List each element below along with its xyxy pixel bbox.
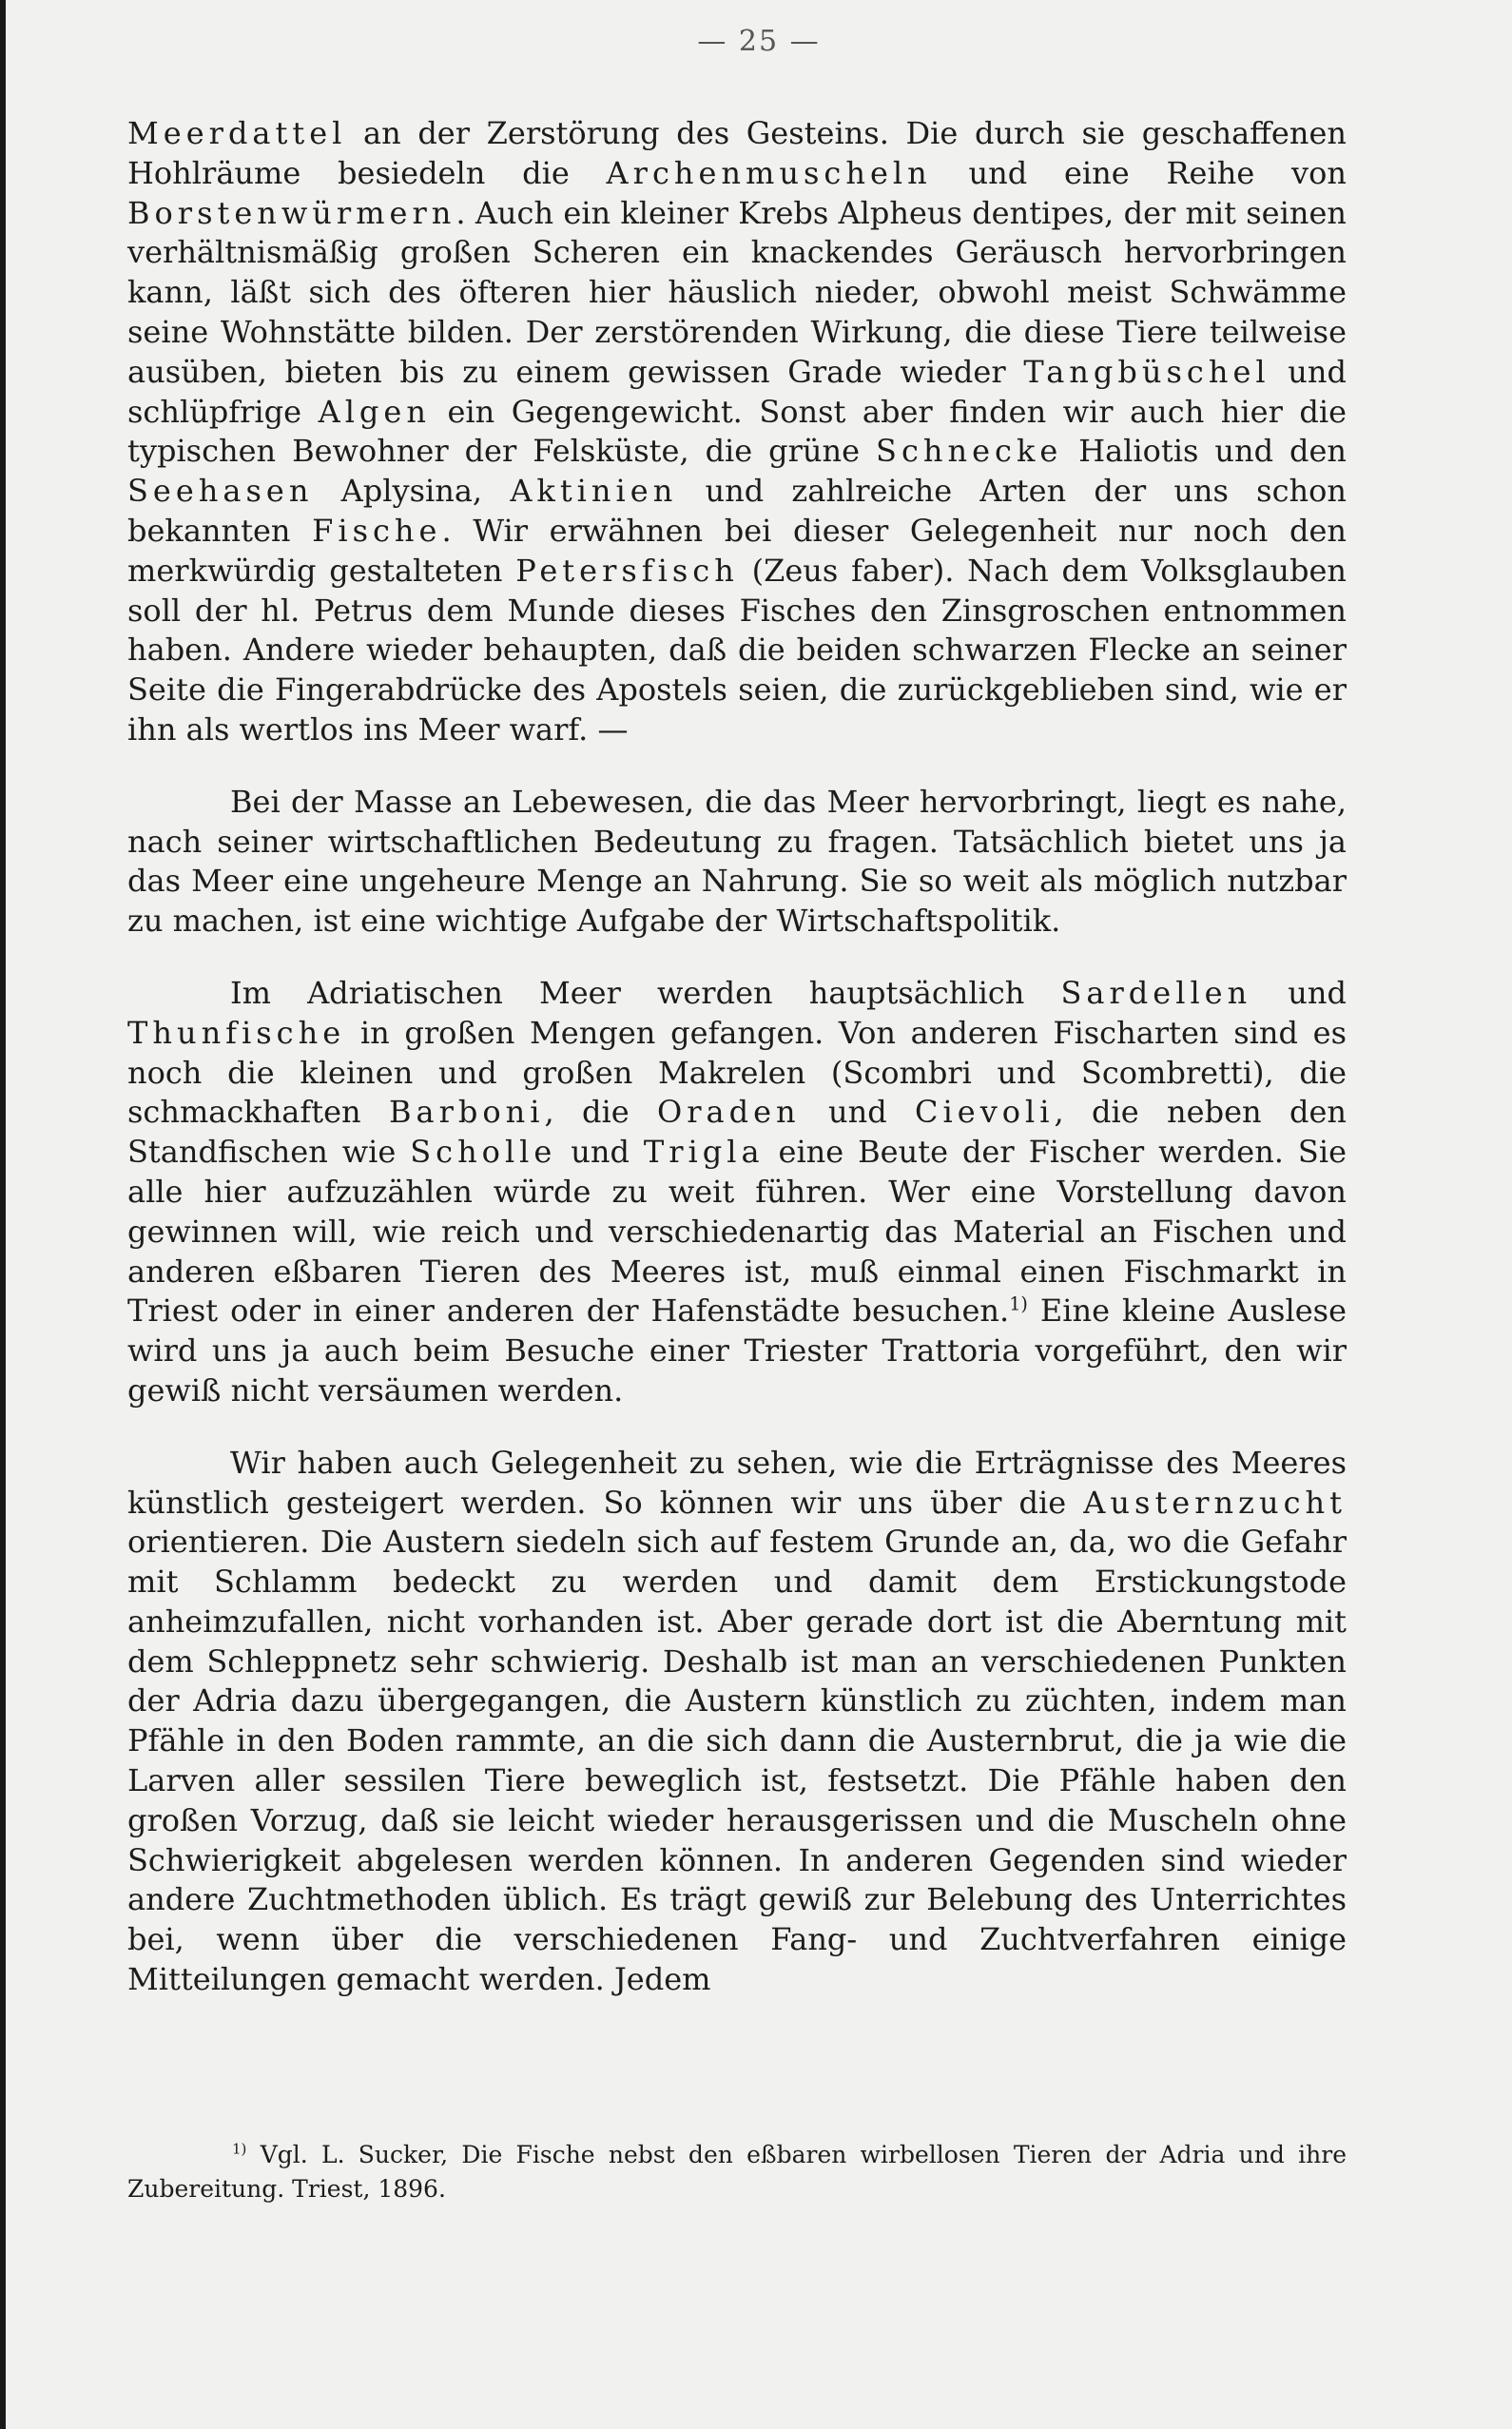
footnote-marker: 1) — [232, 2140, 247, 2158]
emphasized-term: Tangbüschel — [1023, 353, 1270, 390]
emphasized-term: Austernzucht — [1083, 1484, 1347, 1521]
text-run: ein Gegengewicht. Sonst aber finden wir auch hier die typischen Bewohner der Felsküste, die grüne — [127, 393, 1347, 470]
emphasized-term: Sardellen — [1060, 974, 1252, 1011]
text-run: . Wir erwähnen bei dieser Gelegenheit nur noch den merkwürdig gestalteten — [127, 512, 1347, 589]
text-run: Wir haben auch Gelegenheit zu sehen, wie die Erträgnisse des Meeres künstlich gesteigert werden. So können wir uns über die — [127, 1444, 1347, 1521]
book-page — [6, 0, 1512, 2429]
text-run: und schlüpfrige — [127, 353, 1347, 430]
text-run: , die — [544, 1094, 657, 1131]
text-run: , die neben den Standfischen wie — [127, 1094, 1347, 1171]
page-number: — 25 — — [697, 25, 821, 58]
paragraph — [127, 974, 1347, 1411]
paragraph — [127, 1444, 1347, 2000]
emphasized-term: Archenmuscheln — [606, 154, 932, 191]
text-run: . Auch ein kleiner Krebs Alpheus dentipes, der mit seinen verhältnismäßig großen Scheren ein knackendes Geräusch hervorbringen kann, läßt sich des öfteren hier häuslich nieder, obwohl meist Schwämme seine Wohnstätte bilden. Der zerstörenden Wirkung, die diese Tiere teilweise ausüben, bieten bis zu einem gewissen Grade wieder — [127, 194, 1347, 390]
text-run: (Zeus faber). Nach dem Volksglauben soll der hl. Petrus dem Munde dieses Fisches den Zinsgroschen entnommen haben. Andere wieder behaupten, daß die beiden schwarzen Flecke an seiner Seite die Fingerabdrücke des Apostels seien, die zurückgeblieben sind, wie er ihn als wertlos ins Meer warf. — — [127, 552, 1347, 748]
footnote-text: Vgl. L. Sucker, Die Fische nebst den eßbaren wirbellosen Tieren der Adria und ihre Zubereitung. Triest, 1896. — [127, 2141, 1347, 2203]
paragraph — [127, 114, 1347, 750]
text-run: Im Adriatischen Meer werden hauptsächlich — [230, 974, 1061, 1011]
emphasized-term: Algen — [318, 393, 431, 430]
emphasized-term: Oraden — [657, 1094, 801, 1131]
emphasized-term: Cievoli — [915, 1094, 1055, 1131]
emphasized-term: Petersfisch — [515, 552, 739, 589]
text-run: und zahlreiche Arten der uns schon bekannten — [127, 473, 1347, 549]
emphasized-term: Borstenwürmern — [127, 194, 456, 231]
footnote — [127, 2138, 1347, 2206]
text-run: und — [1251, 974, 1347, 1011]
text-run: in großen Mengen gefangen. Von anderen Fischarten sind es noch die kleinen und großen Makrelen (Scombri und Scombretti), die schmackhaften — [127, 1014, 1347, 1131]
emphasized-term: Seehasen — [127, 473, 314, 510]
text-run: und — [800, 1094, 916, 1131]
text-run: Eine kleine Auslese wird uns ja auch beim Besuche einer Triester Trattoria vorgeführt, den wir gewiß nicht versäumen werden. — [127, 1292, 1347, 1409]
paragraph — [127, 783, 1347, 942]
emphasized-term: Schnecke — [876, 433, 1063, 470]
text-run: Aplysina, — [313, 473, 511, 510]
text-run: an der Zerstörung des Gesteins. Die durch sie geschaffenen Hohlräume besiedeln die — [127, 115, 1347, 191]
text-run: Haliotis und den — [1062, 433, 1347, 470]
text-run: Bei der Masse an Lebewesen, die das Meer hervorbringt, liegt es nahe, nach seiner wirtschaftlichen Bedeutung zu fragen. Tatsächlich bietet uns ja das Meer eine ungeheure Menge an Nahrung. Sie so weit als möglich nutzbar zu machen, ist eine wichtige Aufgabe der Wirtschaftspolitik. — [127, 783, 1347, 940]
text-run: und eine Reihe von — [931, 154, 1347, 191]
emphasized-term: Meerdattel — [127, 115, 347, 151]
text-run: orientieren. Die Austern siedeln sich auf festem Grunde an, da, wo die Gefahr mit Schlamm bedeckt zu werden und damit dem Erstickungstode anheimzufallen, nicht vorhanden ist. Aber gerade dort ist die Aberntung mit dem Schleppnetz sehr schwierig. Deshalb ist man an verschiedenen Punkten der Adria dazu übergegangen, die Austern künstlich zu züchten, indem man Pfähle in den Boden rammte, an die sich dann die Austernbrut, die ja wie die Larven aller sessilen Tiere beweglich ist, festsetzt. Die Pfähle haben den großen Vorzug, daß sie leicht wieder herausgerissen und die Muscheln ohne Schwierigkeit abgelesen werden können. In anderen Gegenden sind wieder andere Zuchtmethoden üblich. Es trägt gewiß zur Belebung des Unterrichtes bei, wenn über die verschiedenen Fang- und Zuchtverfahren einige Mitteilungen gemacht werden. Jedem — [127, 1524, 1347, 1998]
emphasized-term: Thunfische — [127, 1014, 346, 1051]
emphasized-term: Scholle — [410, 1134, 557, 1171]
main-text — [127, 114, 1347, 2000]
text-run: eine Beute der Fischer werden. Sie alle hier aufzuzählen würde zu weit führen. Wer eine Vorstellung davon gewinnen will, wie reich und verschiedenartig das Material an Fischen und anderen eßbaren Tieren des Meeres ist, muß einmal einen Fischmarkt in Triest oder in einer anderen der Hafenstädte besuchen. — [127, 1134, 1347, 1330]
emphasized-term: Trigla — [643, 1134, 765, 1171]
text-run: und — [556, 1134, 644, 1171]
footnote-reference: 1) — [1009, 1292, 1028, 1315]
emphasized-term: Barboni — [388, 1094, 545, 1131]
emphasized-term: Fische — [312, 512, 442, 549]
emphasized-term: Aktinien — [510, 473, 678, 510]
